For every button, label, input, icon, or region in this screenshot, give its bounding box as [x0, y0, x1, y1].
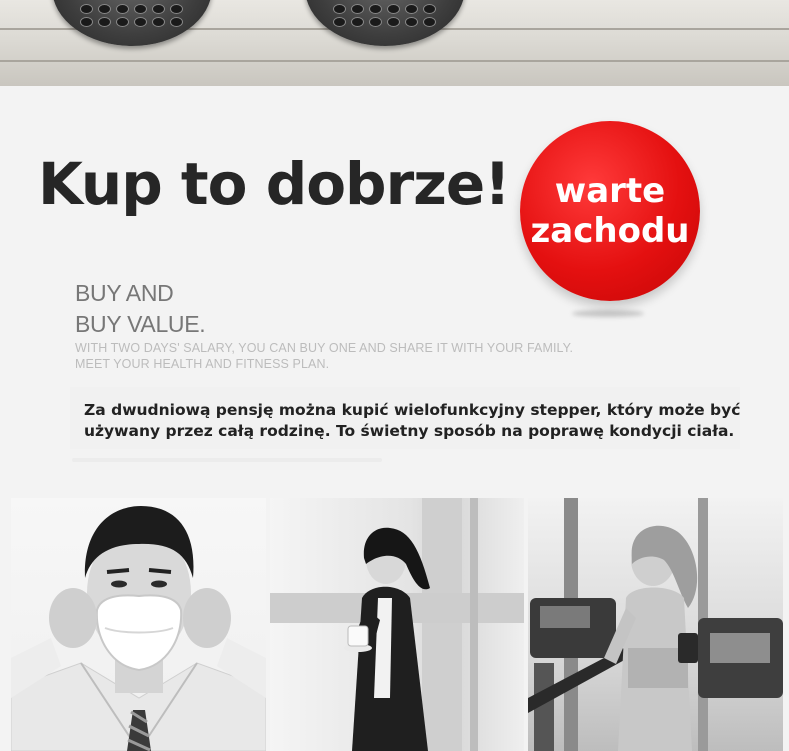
subheading-line-1: BUY AND	[75, 280, 174, 306]
badge-shadow	[572, 310, 644, 317]
badge-line-1: warte	[554, 171, 666, 211]
right-pedal-icon	[305, 0, 465, 46]
description	[84, 400, 754, 442]
stepper-pedals-photo	[0, 0, 789, 86]
worth-it-badge	[520, 121, 700, 301]
subheading-line-2: BUY VALUE.	[75, 311, 206, 337]
businesswoman-with-coffee-photo	[270, 498, 524, 751]
left-pedal-icon	[52, 0, 212, 46]
tagline-line-1: WITH TWO DAYS' SALARY, YOU CAN BUY ONE AND SHARE IT WITH YOUR FAMILY.	[75, 341, 574, 355]
faint-divider	[72, 458, 382, 462]
woman-on-treadmill-photo	[528, 498, 783, 751]
treadmill-illustration	[528, 498, 783, 751]
tagline-line-2: MEET YOUR HEALTH AND FITNESS PLAN.	[75, 357, 330, 371]
description-line-2: używany przez całą rodzinę. To świetny sposób na poprawę kondycji ciała.	[84, 422, 735, 440]
headline: Kup to dobrze!	[38, 150, 510, 218]
badge-line-2: zachodu	[530, 211, 690, 251]
floor-plank-line	[0, 60, 789, 62]
description-line-1: Za dwudniową pensję można kupić wielofunkcyjny stepper, który może być	[84, 401, 741, 419]
man-with-mask-illustration	[11, 498, 266, 751]
man-with-face-mask-photo	[11, 498, 266, 751]
businesswoman-illustration	[270, 498, 524, 751]
